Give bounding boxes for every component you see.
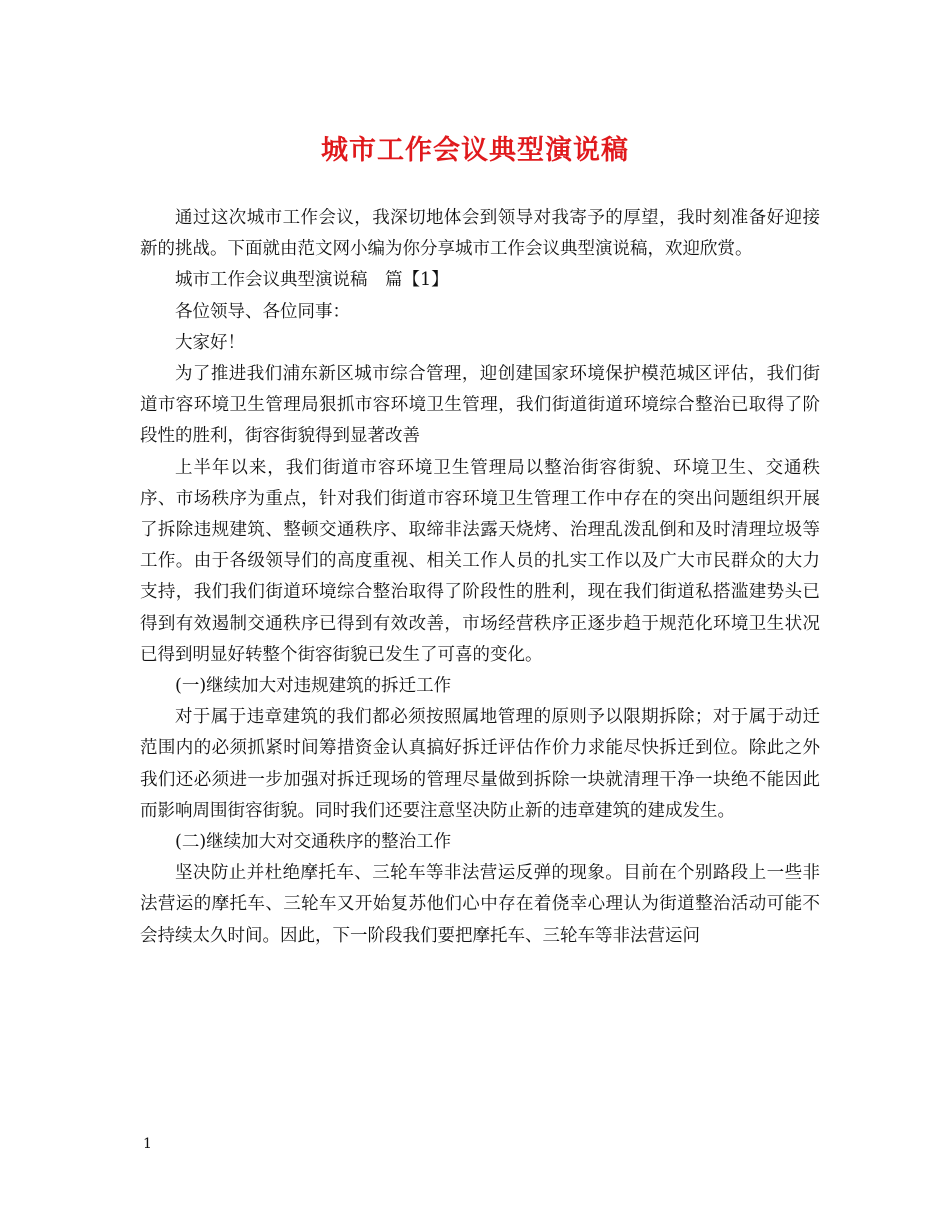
body-paragraph: 上半年以来，我们街道市容环境卫生管理局以整治街容街貌、环境卫生、交通秩序、市场秩序为重点，针对我们街道市容环境卫生管理工作中存在的突出问题组织开展了拆除违规建筑、整顿交通秩序、取缔非法露天烧烤、治理乱泼乱倒和及时清理垃圾等工作。由于各级领导们的高度重视、相关工作人员的扎实工作以及广大市民群众的大力支持，我们我们街道环境综合整治取得了阶段性的胜利，现在我们街道私搭滥建势头已得到有效遏制交通秩序已得到有效改善，市场经营秩序正逐步趋于规范化环境卫生状况已得到明显好转整个街容街貌已发生了可喜的变化。 [140, 457, 820, 665]
body-paragraph: 坚决防止并杜绝摩托车、三轮车等非法营运反弹的现象。目前在个别路段上一些非法营运的摩托车、三轮车又开始复苏他们心中存在着侥幸心理认为街道整治活动可能不会持续太久时间。因此，下一阶段我们要把摩托车、三轮车等非法营运问 [140, 863, 820, 946]
document-body [140, 203, 820, 952]
subsection-heading: (一)继续加大对违规建筑的拆迁工作 [175, 676, 452, 697]
page-number: 1 [143, 1136, 152, 1152]
body-paragraph: 对于属于违章建筑的我们都必须按照属地管理的原则予以限期拆除；对于属于动迁范围内的必须抓紧时间筹措资金认真搞好拆迁评估作价力求能尽快拆迁到位。除此之外我们还必须进一步加强对拆迁现场的管理尽量做到拆除一块就清理干净一块绝不能因此而影响周围街容街貌。同时我们还要注意坚决防止新的违章建筑的建成发生。 [140, 707, 820, 821]
document-title: 城市工作会议典型演说稿 [321, 135, 629, 166]
greeting: 大家好！ [175, 332, 245, 353]
intro-paragraph: 通过这次城市工作会议，我深切地体会到领导对我寄予的厚望，我时刻准备好迎接新的挑战。下面就由范文网小编为你分享城市工作会议典型演说稿，欢迎欣赏。 [140, 208, 820, 260]
body-paragraph: 为了推进我们浦东新区城市综合管理，迎创建国家环境保护模范城区评估，我们街道市容环境卫生管理局狠抓市容环境卫生管理，我们街道街道环境综合整治已取得了阶段性的胜利，街容街貌得到显著改善 [140, 364, 820, 447]
section-heading: 城市工作会议典型演说稿 篇【1】 [175, 270, 449, 291]
subsection-heading: (二)继续加大对交通秩序的整治工作 [175, 832, 452, 853]
salutation: 各位领导、各位同事： [175, 301, 350, 322]
